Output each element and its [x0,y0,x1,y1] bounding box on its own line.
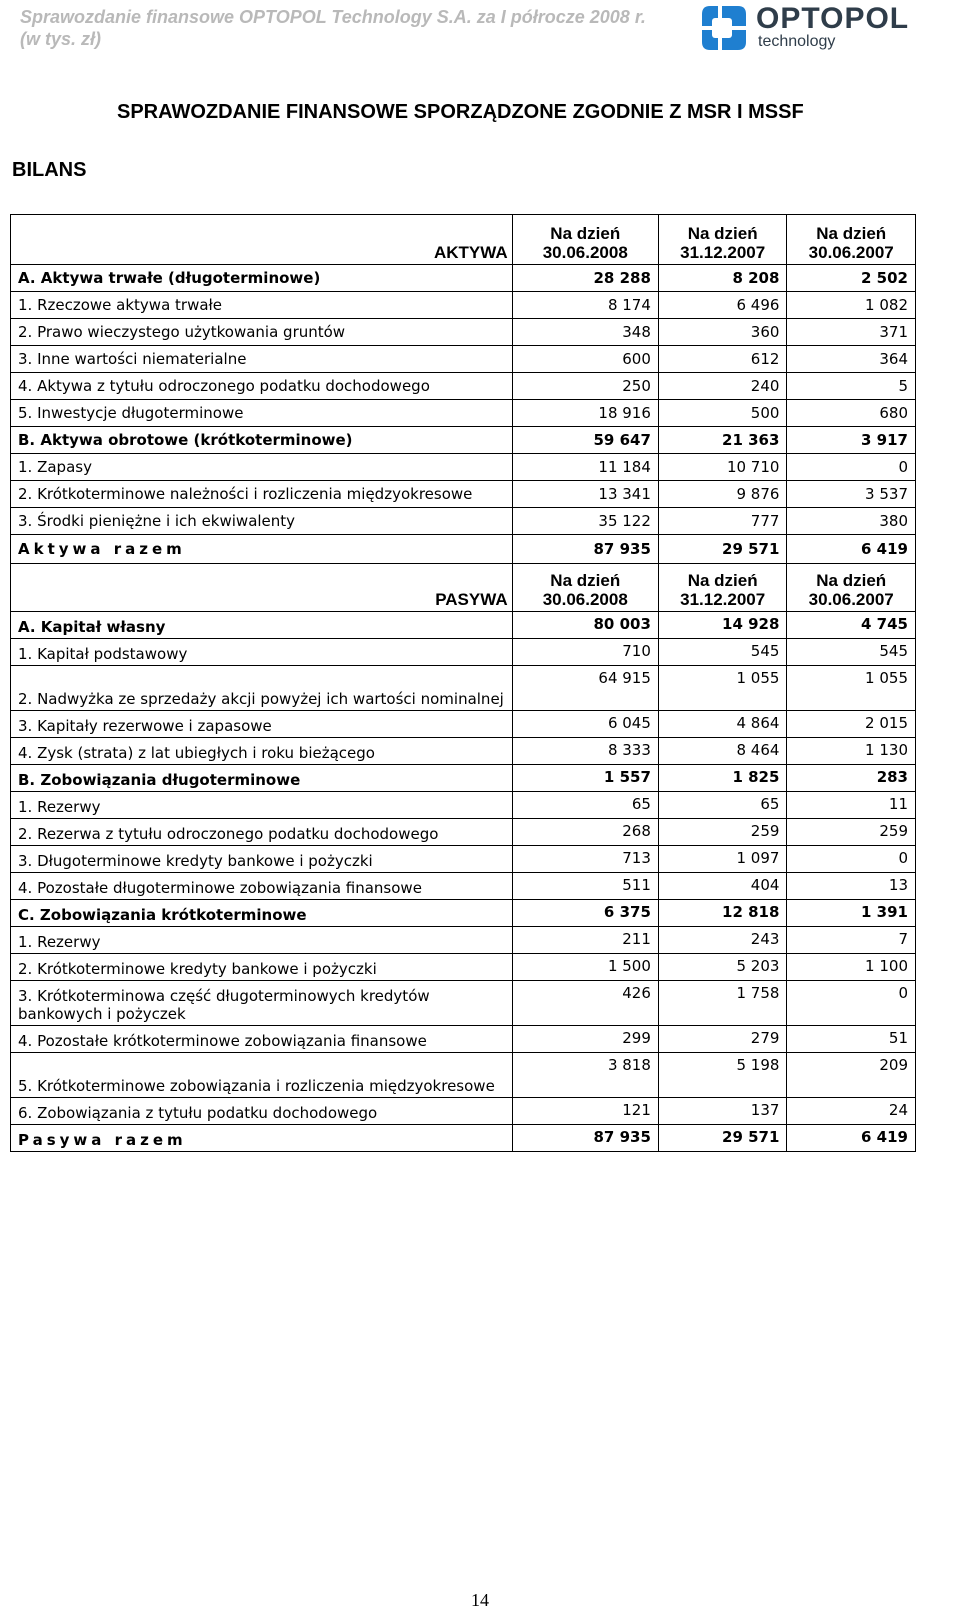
row-value: 360 [658,319,787,346]
table-row [11,535,916,564]
row-value: 380 [787,508,916,535]
row-value: 1 055 [658,666,787,711]
optopol-logo-icon [698,4,750,52]
row-value: 1 825 [658,765,787,792]
liabilities-header-label: PASYWA [11,564,513,612]
row-label: 1. Rezerwy [11,927,513,954]
row-value: 5 198 [658,1053,787,1098]
row-value: 240 [658,373,787,400]
row-value: 6 045 [512,711,658,738]
row-value: 211 [512,927,658,954]
row-value: 545 [658,639,787,666]
row-value: 51 [787,1026,916,1053]
liabilities-table [10,563,916,1152]
row-label: A. Kapitał własny [11,612,513,639]
row-value: 2 502 [787,265,916,292]
row-label: Pasywa razem [11,1125,513,1152]
row-value: 1 130 [787,738,916,765]
table-row [11,738,916,765]
row-value: 65 [658,792,787,819]
liabilities-header-date-2: Na dzień 30.06.2007 [787,564,916,612]
row-value: 11 184 [512,454,658,481]
row-value: 6 375 [512,900,658,927]
row-value: 612 [658,346,787,373]
row-value: 4 745 [787,612,916,639]
row-label: 6. Zobowiązania z tytułu podatku dochodowego [11,1098,513,1125]
row-label: 1. Rzeczowe aktywa trwałe [11,292,513,319]
page-number: 14 [471,1590,489,1610]
row-value: 1 082 [787,292,916,319]
table-row [11,900,916,927]
row-value: 137 [658,1098,787,1125]
row-value: 1 055 [787,666,916,711]
row-value: 6 496 [658,292,787,319]
table-row [11,319,916,346]
assets-header-date-0: Na dzień 30.06.2008 [512,215,658,265]
row-value: 10 710 [658,454,787,481]
row-label: 3. Krótkoterminowa część długoterminowych kredytów bankowych i pożyczek [11,981,513,1026]
table-row [11,873,916,900]
row-value: 364 [787,346,916,373]
row-value: 59 647 [512,427,658,454]
row-label: 4. Aktywa z tytułu odroczonego podatku dochodowego [11,373,513,400]
logo-subtitle: technology [758,33,836,50]
row-value: 14 928 [658,612,787,639]
report-header-line-2: (w tys. zł) [20,29,102,49]
table-row [11,927,916,954]
table-row [11,1053,916,1098]
row-value: 7 [787,927,916,954]
logo-wordmark: OPTOPOL [756,2,910,35]
row-value: 8 208 [658,265,787,292]
row-label: B. Zobowiązania długoterminowe [11,765,513,792]
row-value: 8 174 [512,292,658,319]
row-value: 29 571 [658,1125,787,1152]
row-label: 3. Środki pieniężne i ich ekwiwalenty [11,508,513,535]
row-value: 1 557 [512,765,658,792]
row-value: 4 864 [658,711,787,738]
row-label: 4. Pozostałe długoterminowe zobowiązania finansowe [11,873,513,900]
table-row [11,846,916,873]
row-value: 0 [787,846,916,873]
row-value: 404 [658,873,787,900]
optopol-logo [698,2,928,54]
table-row [11,612,916,639]
row-value: 11 [787,792,916,819]
table-row [11,954,916,981]
table-row [11,292,916,319]
row-label: 2. Krótkoterminowe kredyty bankowe i pożyczki [11,954,513,981]
table-row [11,454,916,481]
row-value: 3 818 [512,1053,658,1098]
row-label: A. Aktywa trwałe (długoterminowe) [11,265,513,292]
row-label: 4. Zysk (strata) z lat ubiegłych i roku bieżącego [11,738,513,765]
assets-header-date-2: Na dzień 30.06.2007 [787,215,916,265]
table-row [11,481,916,508]
row-label: 3. Długoterminowe kredyty bankowe i pożyczki [11,846,513,873]
table-row [11,346,916,373]
assets-table [10,214,916,564]
row-value: 0 [787,981,916,1026]
row-label: 1. Kapitał podstawowy [11,639,513,666]
row-value: 259 [658,819,787,846]
table-row [11,819,916,846]
row-value: 5 203 [658,954,787,981]
assets-header-row [11,215,916,265]
row-value: 8 333 [512,738,658,765]
table-row [11,711,916,738]
row-value: 299 [512,1026,658,1053]
row-value: 9 876 [658,481,787,508]
section-title: BILANS [12,159,87,181]
row-value: 87 935 [512,535,658,564]
report-header-title [20,6,660,50]
row-value: 500 [658,400,787,427]
row-value: 713 [512,846,658,873]
table-row [11,427,916,454]
row-label: 1. Rezerwy [11,792,513,819]
row-value: 5 [787,373,916,400]
row-value: 21 363 [658,427,787,454]
row-value: 18 916 [512,400,658,427]
row-value: 24 [787,1098,916,1125]
row-value: 426 [512,981,658,1026]
row-value: 3 917 [787,427,916,454]
table-row [11,1125,916,1152]
row-value: 371 [787,319,916,346]
row-value: 600 [512,346,658,373]
row-value: 511 [512,873,658,900]
liabilities-header-date-1: Na dzień 31.12.2007 [658,564,787,612]
row-value: 1 391 [787,900,916,927]
row-value: 13 [787,873,916,900]
table-row [11,400,916,427]
report-header-line-1: Sprawozdanie finansowe OPTOPOL Technology S.A. za I półrocze 2008 r. [20,7,646,27]
table-row [11,639,916,666]
row-value: 259 [787,819,916,846]
row-value: 268 [512,819,658,846]
row-value: 348 [512,319,658,346]
row-value: 3 537 [787,481,916,508]
row-label: 4. Pozostałe krótkoterminowe zobowiązania finansowe [11,1026,513,1053]
row-value: 1 500 [512,954,658,981]
table-row [11,981,916,1026]
row-label: 5. Inwestycje długoterminowe [11,400,513,427]
row-value: 8 464 [658,738,787,765]
row-value: 28 288 [512,265,658,292]
row-label: 2. Krótkoterminowe należności i rozliczenia międzyokresowe [11,481,513,508]
row-label: 5. Krótkoterminowe zobowiązania i rozliczenia międzyokresowe [11,1053,513,1098]
row-value: 283 [787,765,916,792]
assets-header-date-1: Na dzień 31.12.2007 [658,215,787,265]
row-label: 2. Rezerwa z tytułu odroczonego podatku dochodowego [11,819,513,846]
row-label: 2. Prawo wieczystego użytkowania gruntów [11,319,513,346]
row-value: 87 935 [512,1125,658,1152]
row-value: 2 015 [787,711,916,738]
row-label: 2. Nadwyżka ze sprzedaży akcji powyżej ich wartości nominalnej [11,666,513,711]
row-value: 12 818 [658,900,787,927]
assets-header-label: AKTYWA [11,215,513,265]
row-value: 64 915 [512,666,658,711]
row-value: 1 100 [787,954,916,981]
row-value: 1 097 [658,846,787,873]
row-value: 121 [512,1098,658,1125]
table-row [11,1098,916,1125]
row-value: 209 [787,1053,916,1098]
document-title: SPRAWOZDANIE FINANSOWE SPORZĄDZONE ZGODNIE Z MSR I MSSF [117,101,804,123]
table-row [11,508,916,535]
table-row [11,792,916,819]
row-value: 710 [512,639,658,666]
table-row [11,765,916,792]
table-row [11,265,916,292]
row-label: C. Zobowiązania krótkoterminowe [11,900,513,927]
row-value: 250 [512,373,658,400]
row-label: 3. Inne wartości niematerialne [11,346,513,373]
row-value: 29 571 [658,535,787,564]
liabilities-header-row [11,564,916,612]
row-value: 65 [512,792,658,819]
table-row [11,1026,916,1053]
row-label: Aktywa razem [11,535,513,564]
row-label: 3. Kapitały rezerwowe i zapasowe [11,711,513,738]
row-value: 35 122 [512,508,658,535]
table-row [11,373,916,400]
row-value: 6 419 [787,535,916,564]
row-label: B. Aktywa obrotowe (krótkoterminowe) [11,427,513,454]
row-value: 13 341 [512,481,658,508]
table-row [11,666,916,711]
row-value: 80 003 [512,612,658,639]
row-value: 545 [787,639,916,666]
row-value: 6 419 [787,1125,916,1152]
row-value: 243 [658,927,787,954]
liabilities-header-date-0: Na dzień 30.06.2008 [512,564,658,612]
row-label: 1. Zapasy [11,454,513,481]
row-value: 680 [787,400,916,427]
row-value: 0 [787,454,916,481]
row-value: 1 758 [658,981,787,1026]
row-value: 279 [658,1026,787,1053]
row-value: 777 [658,508,787,535]
